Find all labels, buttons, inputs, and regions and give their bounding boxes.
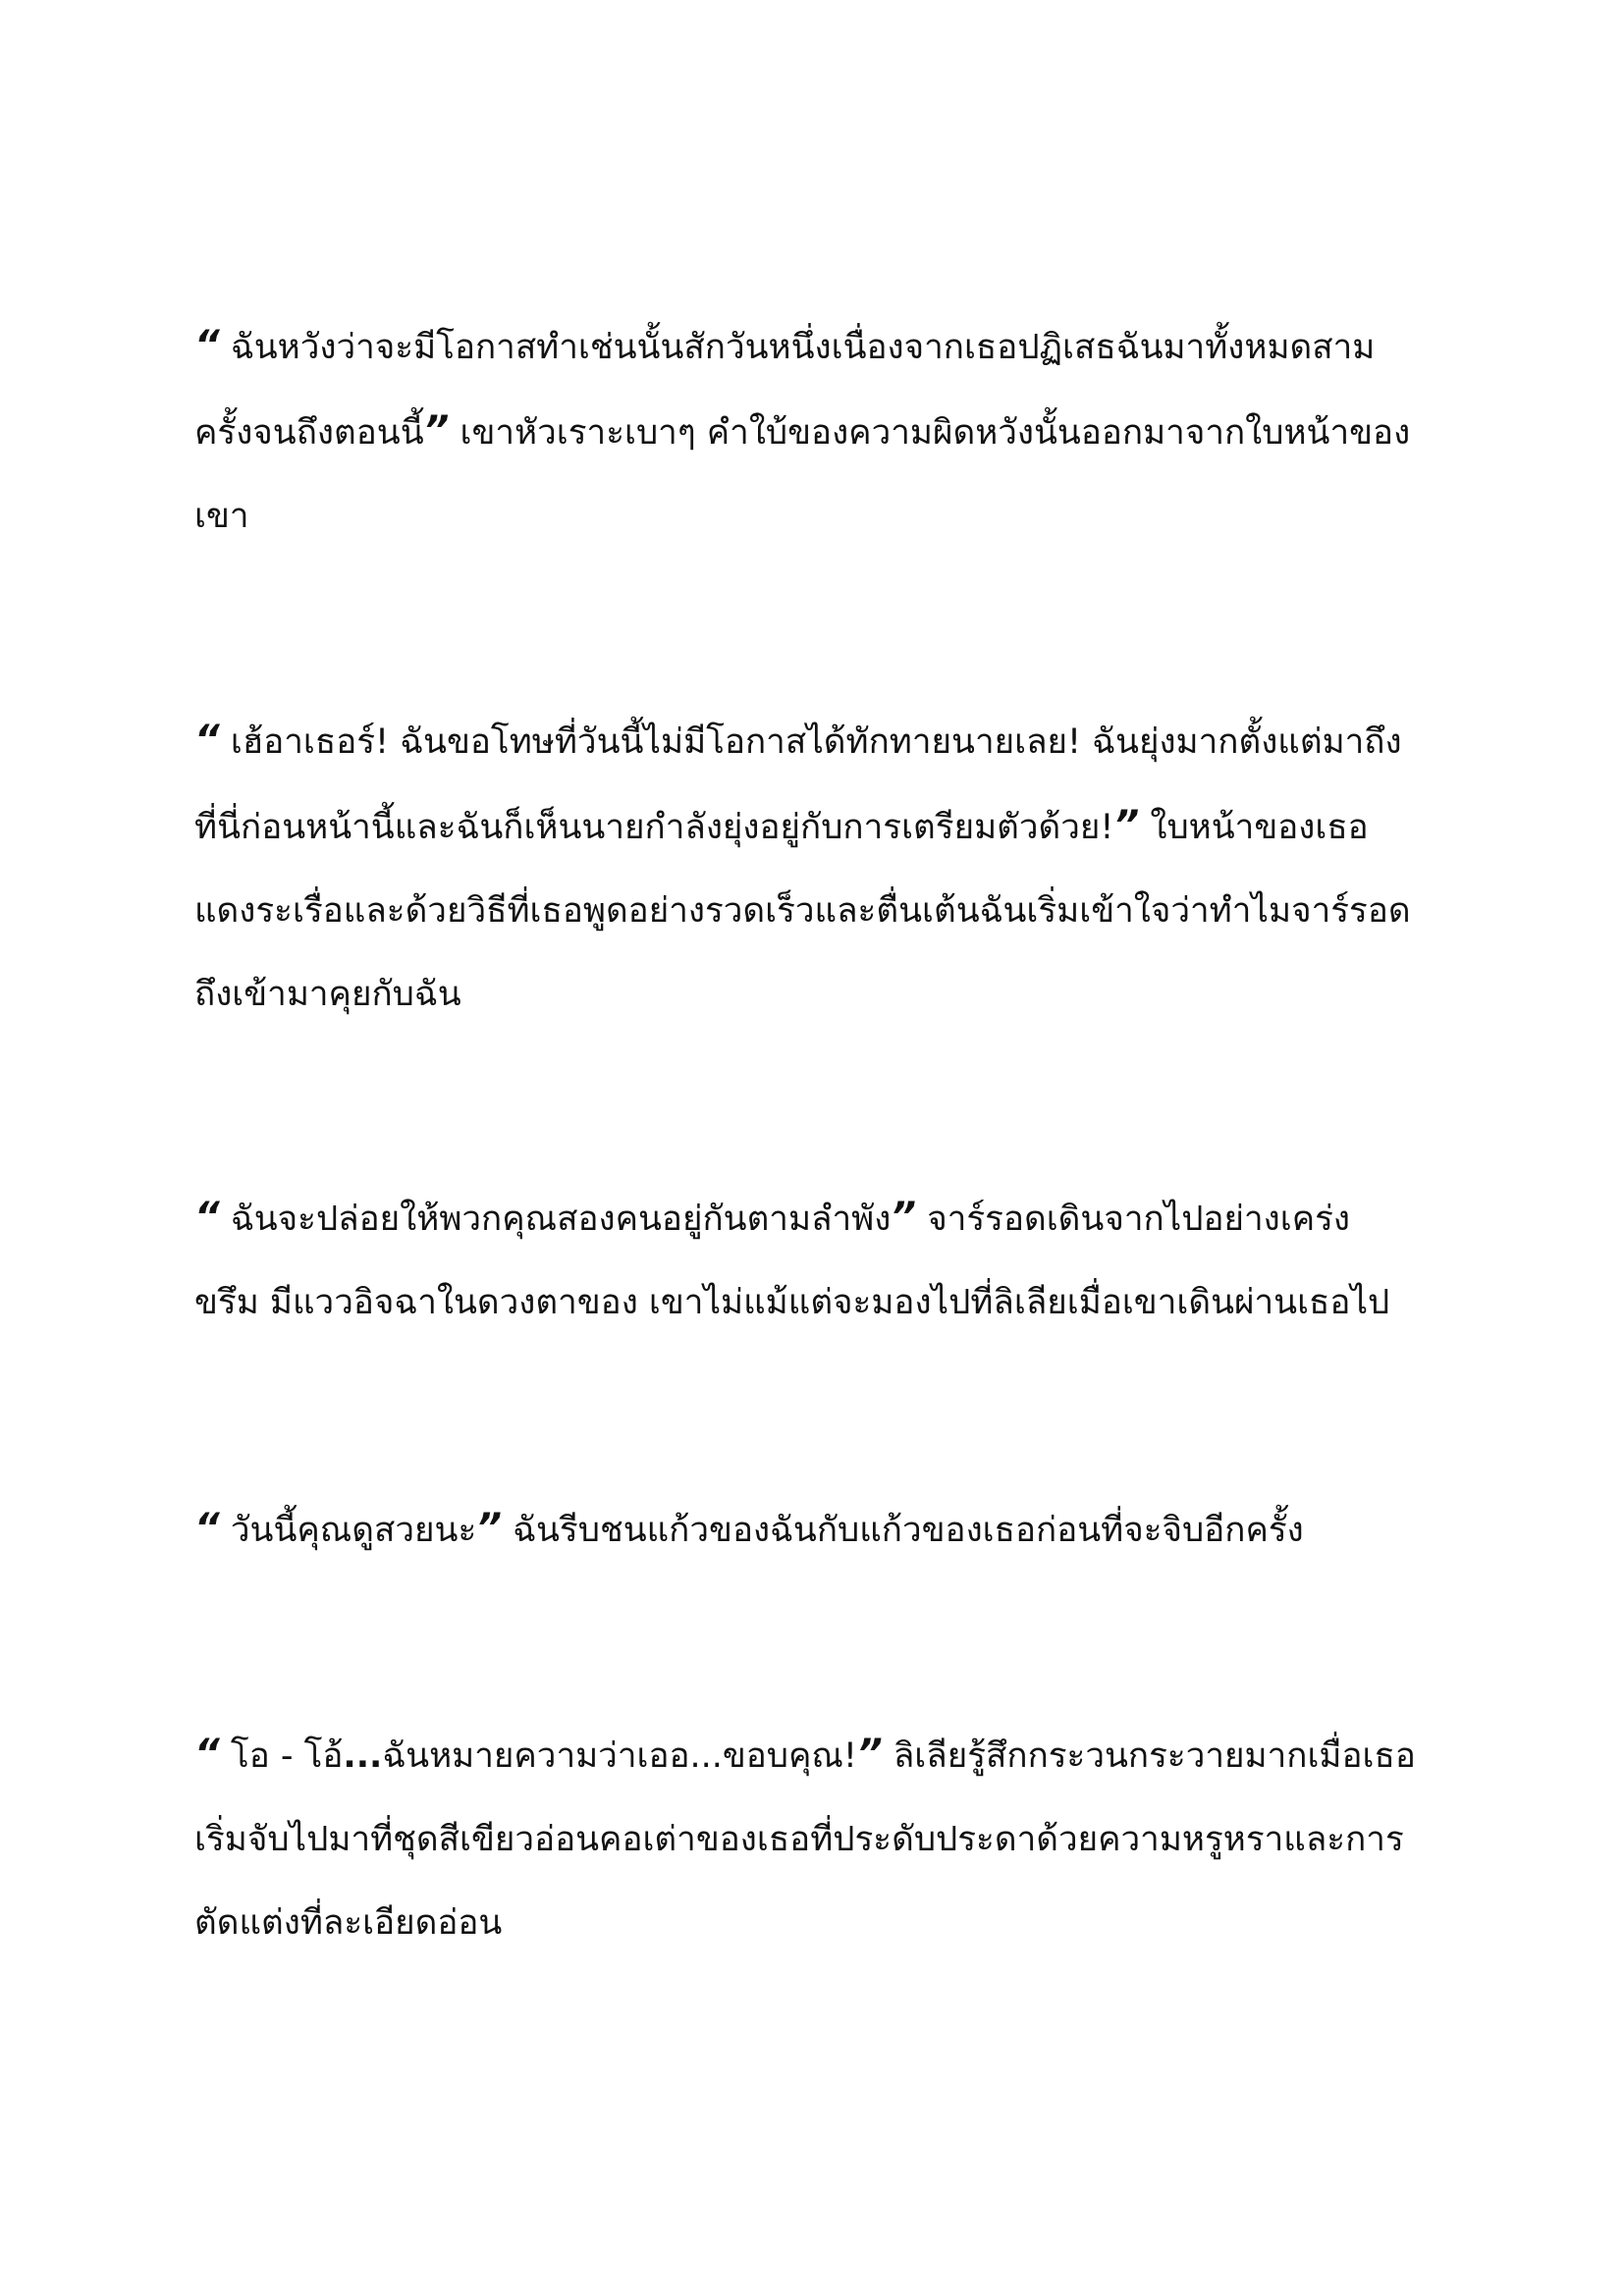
text-span: ฉันรีบชนแก้วของฉันกับแก้วของเธอก่อนที่จะจิบอีกครั้ง [502,1511,1304,1550]
text-span: ขรึม มีแววอิจฉาในดวงตาของ เขาไม่แม้แต่จะมองไปที่ลิเลียเมื่อเขาเดินผ่านเธอไป [194,1283,1390,1322]
text-span: จาร์รอดเดินจากไปอย่างเคร่ง [916,1200,1351,1239]
text-line [194,699,1434,784]
text-span: เฮ้อาเธอร์! ฉันขอโทษที่วันนี้ไม่มีโอกาสได้ทักทายนายเลย! ฉันยุ่งมากตั้งแต่มาถึง [219,722,1402,762]
close-quote: ” [1113,803,1140,848]
open-quote: “ [194,718,220,763]
open-quote: “ [194,1195,220,1240]
close-quote: ” [856,1732,883,1777]
paragraph-4 [194,1487,1434,1573]
text-span: ถึงเข้ามาคุยกับฉัน [194,975,461,1014]
text-line [194,1176,1434,1261]
text-span: ฉันหวังว่าจะมีโอกาสทำเช่นนั้นสักวันหนึ่งเนื่องจากเธอปฏิเสธฉันมาทั้งหมดสาม [219,328,1376,367]
open-quote: “ [194,1506,220,1551]
paragraph-2 [194,699,1434,1037]
text-span: ลิเลียรู้สึกกระวนกระวายมากเมื่อเธอ [882,1736,1416,1776]
ellipsis-bold: ... [343,1736,383,1776]
text-line [194,1261,1434,1345]
text-line [194,1487,1434,1573]
text-span: ฉันหมายความว่าเออ...ขอบคุณ! [382,1736,857,1776]
text-line [194,953,1434,1037]
close-quote: ” [891,1195,917,1240]
paragraph-5 [194,1713,1434,1965]
text-span: เริ่มจับไปมาที่ชุดสีเขียวอ่อนคอเต่าของเธอที่ประดับประดาด้วยความหรูหราและการ [194,1820,1404,1859]
text-line [194,1882,1434,1965]
text-line [194,784,1434,870]
text-line [194,390,1434,475]
text-line [194,1713,1434,1798]
text-span: ใบหน้าของเธอ [1139,808,1369,847]
text-line [194,870,1434,953]
text-span: แดงระเรื่อและด้วยวิธีที่เธอพูดอย่างรวดเร็วและตื่นเต้นฉันเริ่มเข้าใจว่าทำไมจาร์รอด [194,891,1411,931]
text-line [194,1798,1434,1882]
text-line [194,475,1434,559]
close-quote: ” [476,1506,503,1551]
text-span: ฉันจะปล่อยให้พวกคุณสองคนอยู่กันตามลำพัง [219,1200,892,1239]
text-span: ตัดแต่งที่ละเอียดอ่อน [194,1903,503,1943]
paragraph-1 [194,304,1434,559]
text-span: ที่นี่ก่อนหน้านี้และฉันก็เห็นนายกำลังยุ่งอยู่กับการเตรียมตัวด้วย! [194,808,1114,847]
open-quote: “ [194,323,220,368]
text-span: เขา [194,497,249,536]
text-line [194,304,1434,390]
text-span: ครั้งจนถึงตอนนี้ [194,413,424,453]
text-span: โอ - โอ้ [219,1736,344,1776]
paragraph-3 [194,1176,1434,1345]
text-span: วันนี้คุณดูสวยนะ [219,1511,477,1550]
text-span: เขาหัวเราะเบาๆ คำใบ้ของความผิดหวังนั้นออกมาจากใบหน้าของ [449,413,1411,453]
open-quote: “ [194,1732,220,1777]
close-quote: ” [423,408,450,454]
